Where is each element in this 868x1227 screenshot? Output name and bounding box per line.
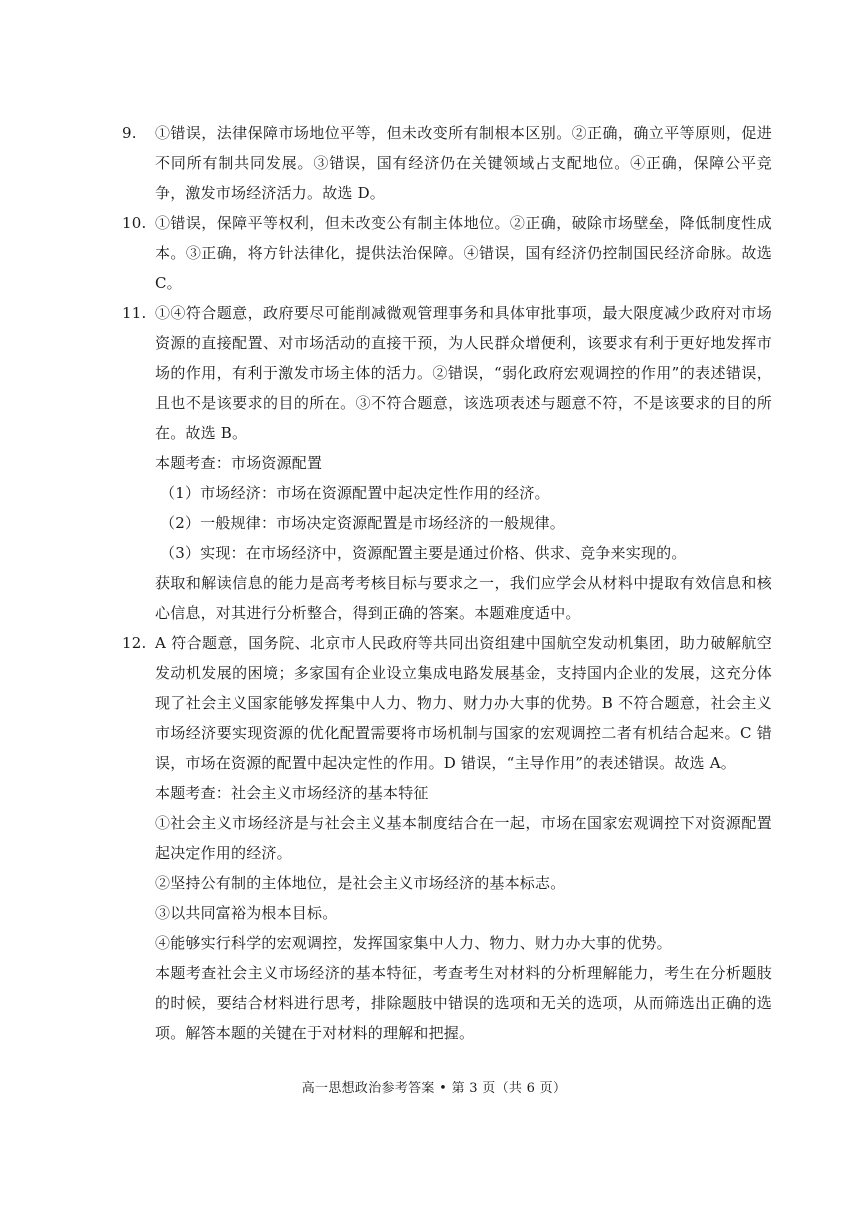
item-number: 10. — [122, 214, 147, 232]
note-point: ④能够实行科学的宏观调控，发挥国家集中人力、物力、财力办大事的优势。 — [155, 934, 672, 952]
answer-item-10 — [0, 208, 868, 298]
item-text: ①错误，保障平等权利，但未改变公有制主体地位。②正确，破除市场壁垒，降低制度性成本。③正确，将方针法律化，提供法治保障。④错误，国有经济仍控制国民经济命脉。故选 C。 — [155, 214, 772, 292]
answer-item-9 — [0, 118, 868, 208]
item-text: ①④符合题意，政府要尽可能削减微观管理事务和具体审批事项，最大限度减少政府对市场资源的直接配置、对市场活动的直接干预，为人民群众增便利，该要求有利于更好地发挥市场的作用，有利于激发市场主体的活力。②错误，“弱化政府宏观调控的作用”的表述错误，且也不是该要求的目的所在。③不符合题意，该选项表述与题意不符，不是该要求的目的所在。故选 B。 — [155, 304, 772, 442]
note-point: ②坚持公有制的主体地位，是社会主义市场经济的基本标志。 — [155, 874, 566, 892]
note-point: （1）市场经济：市场在资源配置中起决定性作用的经济。 — [160, 484, 550, 502]
item-text: ①错误，法律保障市场地位平等，但未改变所有制根本区别。②正确，确立平等原则，促进不同所有制共同发展。③错误，国有经济仍在关键领域占支配地位。④正确，保障公平竞争，激发市场经济活力。故选 D。 — [155, 124, 772, 202]
note-point: （3）实现：在市场经济中，资源配置主要是通过价格、供求、竞争来实现的。 — [160, 544, 687, 562]
page-footer: 高一思想政治参考答案 • 第 3 页（共 6 页） — [301, 1081, 567, 1096]
answer-content — [0, 118, 868, 1048]
note-topic: 本题考查：市场资源配置 — [155, 454, 323, 472]
answer-item-11 — [0, 298, 868, 448]
answer-item-12 — [0, 628, 868, 778]
item-number: 9. — [122, 124, 137, 142]
note-topic: 本题考查：社会主义市场经济的基本特征 — [155, 784, 429, 802]
note-point: （2）一般规律：市场决定资源配置是市场经济的一般规律。 — [160, 514, 565, 532]
item-text: A 符合题意，国务院、北京市人民政府等共同出资组建中国航空发动机集团，助力破解航空发动机发展的困境；多家国有企业设立集成电路发展基金，支持国内企业的发展，这充分体现了社会主义国家能够发挥集中人力、物力、财力办大事的优势。B 不符合题意，社会主义市场经济要实现资源的优化配置需要将市场机制与国家的宏观调控二者有机结合起来。C 错误，市场在资源的配置中起决定性的作用。D 错误，“主导作用”的表述错误。故选 A。 — [155, 634, 772, 772]
note-summary: 获取和解读信息的能力是高考考核目标与要求之一，我们应学会从材料中提取有效信息和核心信息，对其进行分析整合，得到正确的答案。本题难度适中。 — [155, 574, 772, 622]
note-point: ①社会主义市场经济是与社会主义基本制度结合在一起，市场在国家宏观调控下对资源配置起决定作用的经济。 — [155, 814, 772, 862]
note-point: ③以共同富裕为根本目标。 — [155, 904, 338, 922]
note-summary: 本题考查社会主义市场经济的基本特征，考查考生对材料的分析理解能力，考生在分析题肢的时候，要结合材料进行思考，排除题肢中错误的选项和无关的选项，从而筛选出正确的选项。解答本题的关键在于对材料的理解和把握。 — [155, 964, 772, 1042]
item-number: 11. — [122, 304, 147, 322]
item-number: 12. — [122, 634, 147, 652]
